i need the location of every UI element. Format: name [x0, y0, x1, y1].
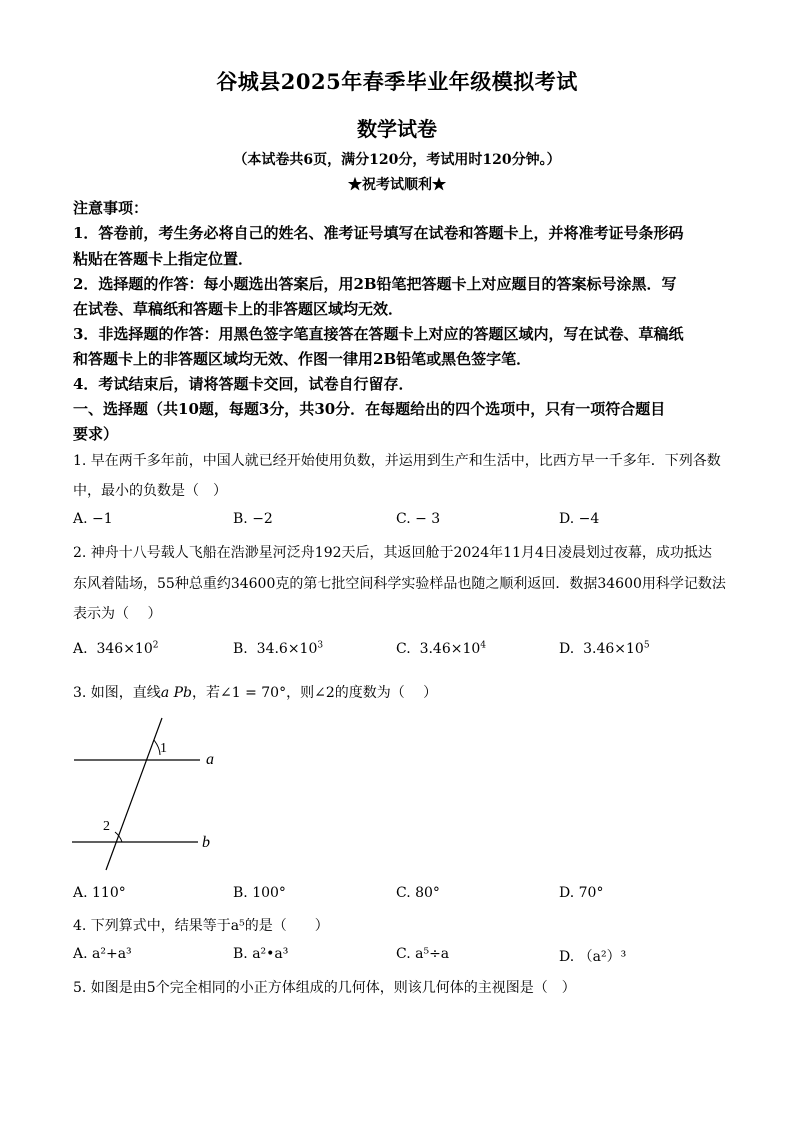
notice-item: 2．选择题的作答：每小题选出答案后，用2B铅笔把答题卡上对应题目的答案标号涂黑．写: [73, 275, 677, 293]
parallel-lines-figure: [60, 708, 240, 878]
angle-1-label: 1: [160, 741, 167, 756]
q4-option-c: C. a⁵÷a: [396, 946, 450, 962]
q3-stem: 3. 如图，直线a Pb，若∠1 = 70°，则∠2的度数为（ ）: [73, 685, 438, 701]
q4-option-a: A. a²+a³: [73, 946, 132, 962]
q3-option-b: B. 100°: [233, 885, 286, 901]
notice-item: 1．答卷前，考生务必将自己的姓名、准考证号填写在试卷和答题卡上，并将准考证号条形码: [73, 224, 684, 242]
notice-item: 4．考试结束后，请将答题卡交回，试卷自行留存．: [73, 375, 414, 393]
q3-option-a: A. 110°: [73, 885, 126, 901]
q2-option-b: B. $34.6\times 10^3$: [233, 640, 324, 657]
q4-option-b: B. a²•a³: [233, 946, 289, 962]
q2-option-c: C. $3.46\times 10^4$: [396, 640, 487, 657]
q1-option-c: C. − 3: [396, 511, 441, 527]
angle-2-label: 2: [103, 819, 110, 834]
q4-option-d: D. （a²）³: [559, 949, 627, 965]
q1-option-b: B. −2: [233, 511, 273, 527]
section-heading-cont: 要求）: [73, 425, 119, 443]
q1-option-a: A. −1: [73, 511, 113, 527]
q1-option-d: D. −4: [559, 511, 600, 527]
notice-heading: 注意事项：: [73, 199, 149, 217]
q1-stem: 1. 早在两千多年前，中国人就已经开始使用负数，并运用到生产和生活中，比西方早一千多年．下列各数: [73, 453, 721, 469]
q4-stem: 4. 下列算式中，结果等于a⁵的是（ ）: [73, 918, 329, 934]
line-b-label: b: [202, 834, 210, 851]
transversal-line: [106, 718, 162, 870]
section-heading: 一、选择题（共10题，每题3分，共30分．在每题给出的四个选项中，只有一项符合题目: [73, 400, 666, 418]
q2-option-a: A. $346\times 10^2$: [73, 640, 159, 657]
q1-stem-cont: 中，最小的负数是（ ）: [73, 483, 227, 499]
notice-item: 3．非选择题的作答：用黑色签字笔直接答在答题卡上对应的答题区域内，写在试卷、草稿纸: [73, 325, 684, 343]
q2-stem: 2. 神舟十八号载人飞船在浩渺星河泛舟192天后，其返回舱于2024年11月4日凌晨划过夜幕，成功抵达: [73, 545, 712, 561]
q2-stem-cont: 东风着陆场，55种总重约34600克的第七批空间科学实验样品也随之顺利返回．数据34600用科学记数法: [73, 576, 726, 592]
notice-item: 在试卷、草稿纸和答题卡上的非答题区域均无效．: [73, 300, 404, 318]
notice-item: 粘贴在答题卡上指定位置．: [73, 250, 254, 268]
q5-stem: 5. 如图是由5个完全相同的小正方体组成的几何体，则该几何体的主视图是（ ）: [73, 980, 576, 996]
q2-stem-cont: 表示为（ ）: [73, 606, 162, 622]
q2-option-d: D. $3.46\times 10^5$: [559, 640, 650, 657]
wish-line: ★祝考试顺利★: [348, 177, 446, 193]
subject-title: 数学试卷: [357, 117, 437, 141]
exam-info: （本试卷共6页，满分120分，考试用时120分钟。）: [233, 152, 561, 168]
line-a-label: a: [206, 751, 214, 768]
q3-option-c: C. 80°: [396, 885, 440, 901]
q3-option-d: D. 70°: [559, 885, 604, 901]
exam-title: 谷城县2025年春季毕业年级模拟考试: [216, 69, 578, 94]
notice-item: 和答题卡上的非答题区域均无效、作图一律用2B铅笔或黑色签字笔．: [73, 350, 532, 368]
